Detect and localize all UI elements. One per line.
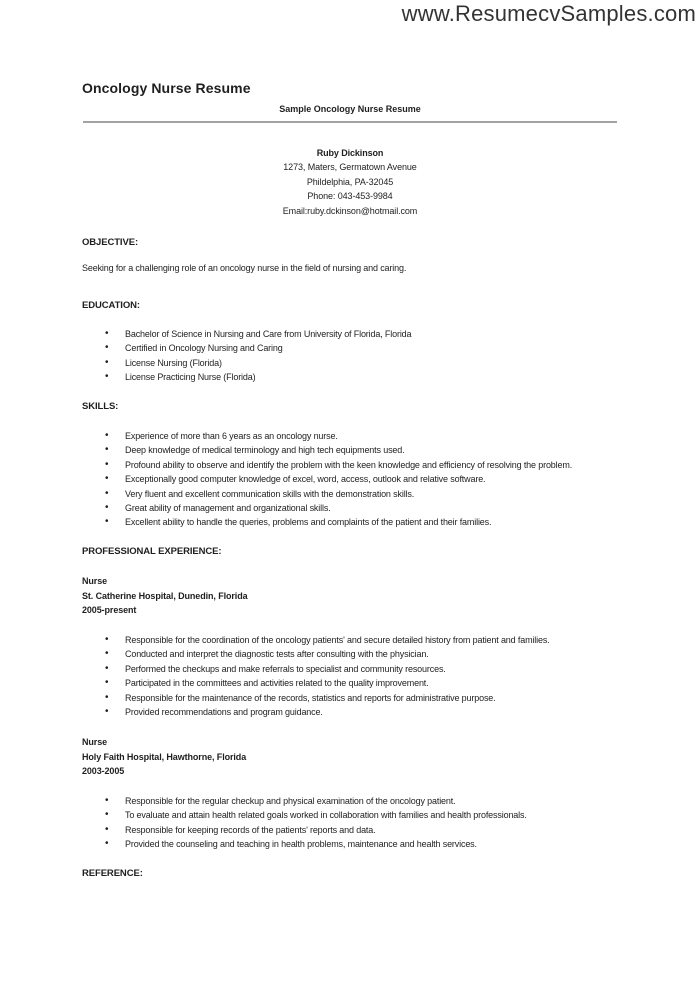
list-item-text: Certified in Oncology Nursing and Caring [125, 343, 283, 354]
job-dates: 2005-present [82, 605, 137, 616]
list-item-text: Participated in the committees and activities related to the quality improvement. [125, 678, 429, 689]
list-item-text: Excellent ability to handle the queries, problems and complaints of the patient and their families. [125, 517, 492, 528]
job-duties-list [82, 633, 550, 719]
contact-name: Ruby Dickinson [316, 148, 384, 158]
job-title: Nurse [82, 737, 108, 747]
list-item-text: Responsible for the regular checkup and physical examination of the oncology patient. [125, 796, 456, 806]
list-item [82, 647, 550, 661]
skills-list [82, 429, 572, 530]
contact-block [83, 146, 617, 218]
list-item-text: License Practicing Nurse (Florida) [125, 372, 256, 383]
job-employer: Holy Faith Hospital, Hawthorne, Florida [82, 751, 247, 762]
list-item-text: Experience of more than 6 years as an oncology nurse. [125, 431, 338, 441]
list-item [82, 370, 411, 384]
bullet-icon: • [105, 473, 109, 485]
bullet-icon: • [105, 458, 109, 470]
bullet-icon: • [105, 809, 109, 821]
bullet-icon: • [105, 691, 109, 703]
bullet-icon: • [105, 502, 109, 514]
list-item [82, 443, 572, 457]
contact-address-line2: Phildelphia, PA-32045 [306, 176, 394, 187]
list-item-text: Deep knowledge of medical terminology and high tech equipments used. [125, 445, 405, 456]
bullet-icon: • [105, 795, 109, 806]
objective-text: Seeking for a challenging role of an oncology nurse in the field of nursing and caring. [82, 263, 407, 273]
section-heading-education: EDUCATION: [82, 300, 140, 311]
job-header [82, 735, 246, 779]
horizontal-divider [83, 121, 617, 123]
page-title: Oncology Nurse Resume [82, 80, 251, 96]
bullet-icon: • [105, 677, 109, 689]
job-employer: St. Catherine Hospital, Dunedin, Florida [82, 590, 248, 601]
bullet-icon: • [105, 823, 109, 835]
list-item [82, 356, 411, 370]
list-item-text: Responsible for the coordination of the oncology patients' and secure detailed history from patient and families. [125, 635, 550, 645]
bullet-icon: • [105, 342, 109, 354]
list-item-text: Provided recommendations and program guidance. [125, 707, 323, 718]
bullet-icon: • [105, 634, 109, 645]
list-item [82, 458, 572, 472]
site-watermark: www.ResumecvSamples.com [401, 1, 696, 26]
section-heading-reference: REFERENCE: [82, 868, 143, 879]
list-item-text: Bachelor of Science in Nursing and Care from University of Florida, Florida [125, 329, 412, 339]
list-item-text: To evaluate and attain health related goals worked in collaboration with families and health professionals. [125, 810, 527, 821]
list-item [82, 429, 572, 443]
section-heading-skills: SKILLS: [82, 401, 119, 412]
list-item [82, 837, 527, 851]
list-item [82, 515, 572, 529]
contact-address-line1: 1273, Maters, Germatown Avenue [283, 162, 417, 173]
list-item-text: Very fluent and excellent communication skills with the demonstration skills. [125, 488, 415, 499]
list-item-text: Great ability of management and organizational skills. [125, 503, 331, 514]
list-item-text: Profound ability to observe and identify the problem with the keen knowledge and efficiency of resolving the problem. [125, 459, 573, 470]
bullet-icon: • [105, 371, 109, 383]
section-heading-experience: PROFESSIONAL EXPERIENCE: [82, 546, 222, 557]
bullet-icon: • [105, 648, 109, 660]
list-item-text: License Nursing (Florida) [125, 357, 222, 368]
list-item [82, 794, 527, 808]
list-item-text: Exceptionally good computer knowledge of excel, word, access, outlook and relative software. [125, 474, 486, 485]
bullet-icon: • [105, 487, 109, 499]
bullet-icon: • [105, 328, 109, 339]
job-dates: 2003-2005 [82, 766, 125, 777]
list-item-text: Performed the checkups and make referrals to specialist and community resources. [125, 663, 446, 674]
list-item-text: Provided the counseling and teaching in health problems, maintenance and health services. [125, 839, 477, 850]
bullet-icon: • [105, 430, 109, 441]
list-item [82, 808, 527, 822]
job-duties-list [82, 794, 527, 852]
education-list [82, 327, 411, 385]
list-item-text: Responsible for the maintenance of the records, statistics and reports for administrative purpose. [125, 692, 496, 703]
list-item-text: Conducted and interpret the diagnostic tests after consulting with the physician. [125, 649, 429, 660]
list-item [82, 662, 550, 676]
bullet-icon: • [105, 838, 109, 850]
bullet-icon: • [105, 662, 109, 674]
document-subtitle: Sample Oncology Nurse Resume [279, 104, 421, 114]
list-item [82, 487, 572, 501]
contact-email: Email:ruby.dckinson@hotmail.com [282, 205, 418, 216]
list-item [82, 705, 550, 719]
bullet-icon: • [105, 444, 109, 456]
bullet-icon: • [105, 706, 109, 718]
list-item [82, 633, 550, 647]
job-title: Nurse [82, 576, 108, 586]
bullet-icon: • [105, 356, 109, 368]
list-item [82, 327, 411, 341]
list-item [82, 501, 572, 515]
contact-phone: Phone: 043-453-9984 [307, 191, 393, 202]
job-header [82, 574, 248, 618]
list-item [82, 676, 550, 690]
bullet-icon: • [105, 516, 109, 528]
list-item-text: Responsible for keeping records of the patients' reports and data. [125, 824, 376, 835]
list-item [82, 341, 411, 355]
list-item [82, 823, 527, 837]
list-item [82, 472, 572, 486]
section-heading-objective: OBJECTIVE: [82, 237, 139, 248]
list-item [82, 691, 550, 705]
